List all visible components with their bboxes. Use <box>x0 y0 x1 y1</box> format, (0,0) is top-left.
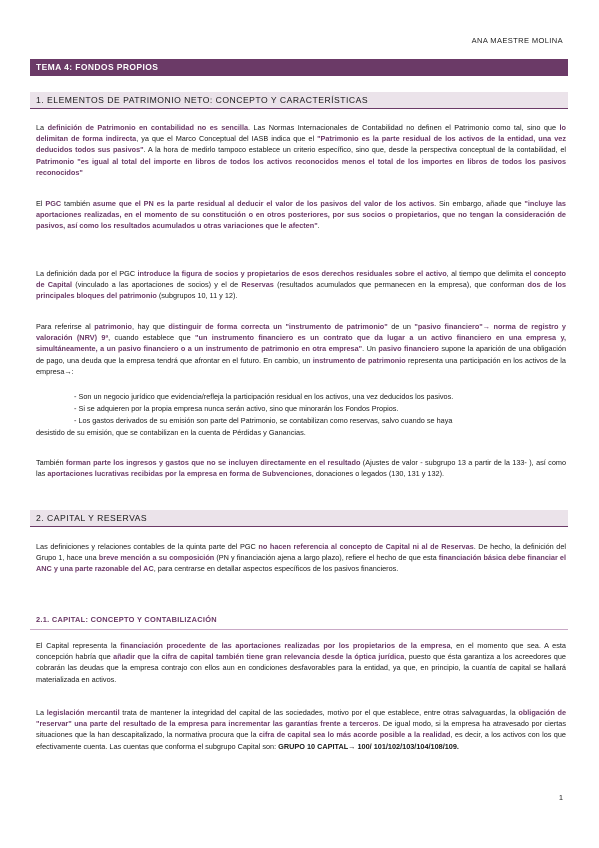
section-heading-2: 2. CAPITAL Y RESERVAS <box>30 510 568 527</box>
paragraph-legislacion-mercantil: La legislación mercantil trata de mantener la integridad del capital de las sociedades, motivo por el que establece, entre otras salvaguardas, la obligación de "reservar" una parte del resultado de la empresa para incrementar las garantías frente a terceros. De igual modo, si la empresa ha atravesado por ciertas situaciones que la han descapitalizado, la normativa procura que la cifra de capital sea lo más acorde posible a la realidad, es decir, a los activos con los que efectivamente cuenta. Las cuentas que conforma el subgrupo Capital son: GRUPO 10 CAPITAL→ 100/ 101/102/103/104/108/109. <box>36 708 567 751</box>
subsection-divider <box>30 629 568 630</box>
author-name: ANA MAESTRE MOLINA <box>471 36 563 45</box>
list-item: - Son un negocio jurídico que evidencia/refleja la participación residual en los activos, una vez deducidos los pasivos. <box>74 392 454 401</box>
paragraph-instrumento-patrimonio: Para referirse al patrimonio, hay que distinguir de forma correcta un "instrumento de patrimonio" de un "pasivo financiero"→ norma de registro y valoración (NRV) 9ª, cuando establece que "un instrumento financiero es un contrato que da lugar a un activo financiero en una empresa y, simultáneamente, a un pasivo financiero o a un instrumento de patrimonio en otra empresa". Un pasivo financiero supone la aparición de una obligación de pago, una deuda que la empresa tendrá que afrontar en el futuro. En cambio, un instrumento de patrimonio representa una participación en los activos de la empresa→: <box>36 322 567 376</box>
topic-banner: TEMA 4: FONDOS PROPIOS <box>30 59 568 76</box>
list-item-continuation: desistido de su emisión, que se contabilizan en la cuenta de Pérdidas y Ganancias. <box>36 428 306 437</box>
list-item: - Los gastos derivados de su emisión son parte del Patrimonio, se contabilizan como reservas, salvo cuando se haya <box>74 416 453 425</box>
paragraph-socios: La definición dada por el PGC introduce la figura de socios y propietarios de esos derechos residuales sobre el activo, al tiempo que delimita el concepto de Capital (vinculado a las aportaciones de socios) y el de Reservas (resultados acumulados que permanecen en la empresa), que conforman dos de los principales bloques del patrimonio (subgrupos 10, 11 y 12). <box>36 269 567 301</box>
list-item: - Si se adquieren por la propia empresa nunca serán activo, sino que minorarán los Fondos Propios. <box>74 404 399 413</box>
paragraph-capital-concepto: El Capital representa la financiación procedente de las aportaciones realizadas por los propietarios de la empresa, en el momento que sea. A esta concepción habría que añadir que la cifra de capital también tiene gran relevancia desde la óptica jurídica, puesto que ésta garantiza a los acreedores que cobrarán las deudas que la empresa contrajo con ellos aun en condiciones desfavorables para la entidad, ya que, en principio, la cuantía de capital se hallará materializada en activos. <box>36 641 566 684</box>
paragraph-capital-reservas: Las definiciones y relaciones contables de la quinta parte del PGC no hacen referencia al concepto de Capital ni al de Reservas. De hecho, la definición del Grupo 1, hace una breve mención a su composición (PN y financiación ajena a largo plazo), refiere el hecho de que esta financiación básica debe financiar el ANC y una parte razonable del AC, para centrarse en detallar aspectos específicos de los pasivos financieros. <box>36 542 567 574</box>
paragraph-pgc: El PGC también asume que el PN es la parte residual al deducir el valor de los pasivos del valor de los activos. Sin embargo, añade que "incluye las aportaciones realizadas, en el momento de su constitución o en otros posteriores, por sus socios o propietarios, que no tengan la consideración de pasivos, así como los resultados acumulados u otras variaciones que le afecten". <box>36 199 566 231</box>
paragraph-definicion-patrimonio: La definición de Patrimonio en contabilidad no es sencilla. Las Normas Internacionales de Contabilidad no definen el Patrimonio como tal, sino que lo delimitan de forma indirecta, ya que el Marco Conceptual del IASB indica que el "Patrimonio es la parte residual de los activos de la entidad, una vez deducidos todos sus pasivos". A la hora de medirlo tampoco establece un criterio específico, sino que, desde la perspectiva conceptual de la contabilidad, el Patrimonio "es igual al total del importe en libros de todos los activos reconocidos menos el total de los importes en libros de todos los pasivos reconocidos" <box>36 123 567 177</box>
page-number: 1 <box>558 793 563 802</box>
subsection-heading-2-1: 2.1. CAPITAL: CONCEPTO Y CONTABILIZACIÓN <box>36 615 217 624</box>
paragraph-ingresos-gastos: También forman parte los ingresos y gastos que no se incluyen directamente en el resultado (Ajustes de valor - subgrupo 13 a partir de la 133- ), así como las aportaciones lucrativas recibidas por la empresa en forma de Subvenciones, donaciones o legados (130, 131 y 132). <box>36 458 567 479</box>
section-heading-1: 1. ELEMENTOS DE PATRIMONIO NETO: CONCEPTO Y CARACTERÍSTICAS <box>30 92 568 109</box>
